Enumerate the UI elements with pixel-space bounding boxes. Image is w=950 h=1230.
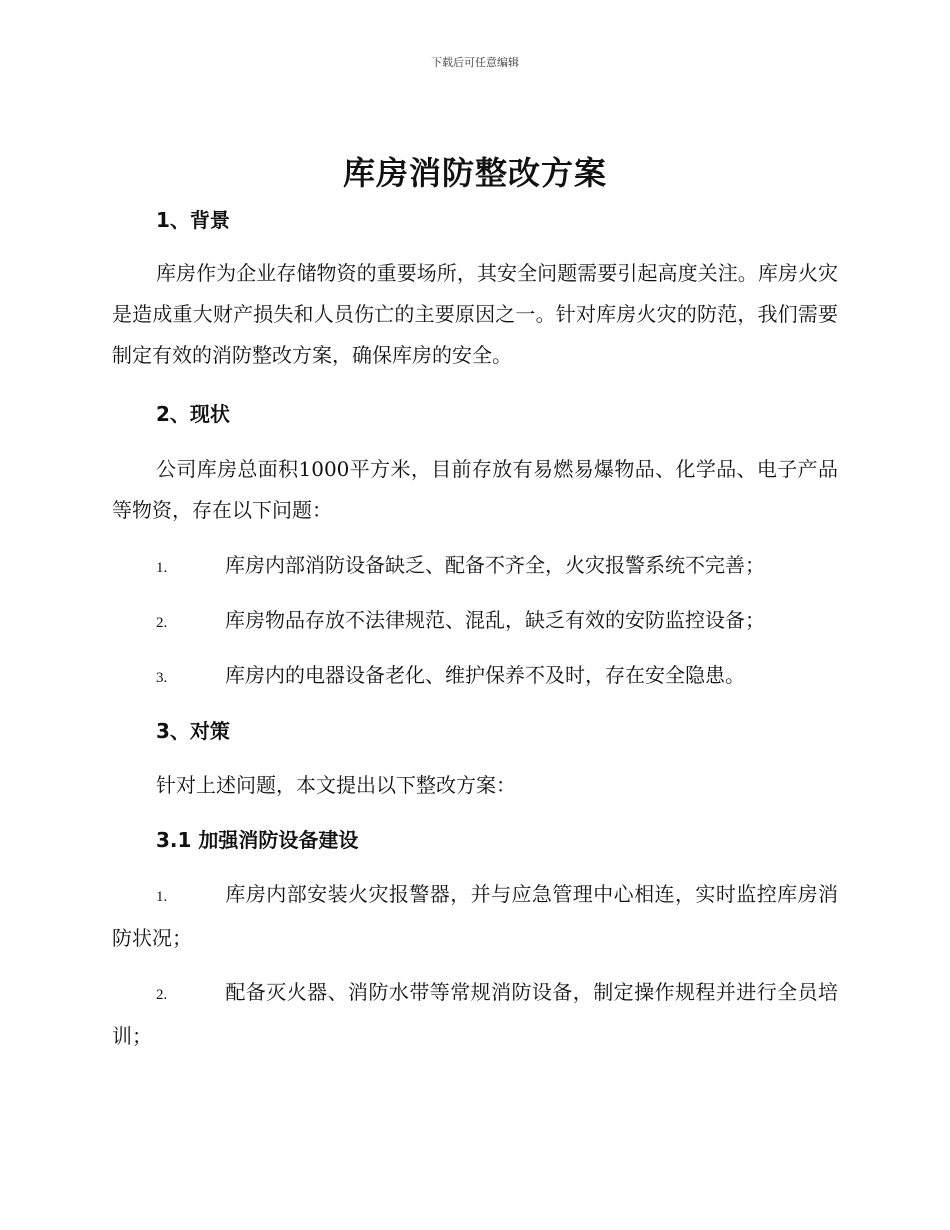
subsection-equipment xyxy=(112,826,838,854)
list-text: 库房物品存放不法律规范、混乱，缺乏有效的安防监控设备； xyxy=(225,608,765,632)
list-item xyxy=(112,545,838,589)
background-paragraph: 库房作为企业存储物资的重要场所，其安全问题需要引起高度关注。库房火灾是造成重大财产损失和人员伤亡的主要原因之一。针对库房火灾的防范，我们需要制定有效的消防整改方案，确保库房的安全。 xyxy=(112,261,838,367)
section-heading-measures: 3、对策 xyxy=(156,719,230,743)
measures-paragraph: 针对上述问题，本文提出以下整改方案： xyxy=(156,773,516,797)
list-item xyxy=(112,972,838,1057)
section-measures xyxy=(112,717,838,745)
list-number: 1. xyxy=(156,889,168,905)
section-status-body xyxy=(112,449,838,531)
list-text: 库房内的电器设备老化、维护保养不及时，存在安全隐患。 xyxy=(225,663,745,687)
list-item xyxy=(112,600,838,644)
list-number: 3. xyxy=(156,670,168,686)
section-background-body xyxy=(112,253,838,376)
list-item xyxy=(112,874,838,959)
document-title: 库房消防整改方案 xyxy=(342,154,607,192)
section-heading-status: 2、现状 xyxy=(156,402,230,426)
section-heading-background: 1、背景 xyxy=(156,208,230,232)
list-number: 1. xyxy=(156,560,168,576)
page-header: 下载后可任意编辑 xyxy=(431,56,519,69)
section-status xyxy=(112,400,838,428)
list-number: 2. xyxy=(156,615,168,631)
list-text: 库房内部安装火灾报警器，并与应急管理中心相连，实时监控库房消防状况； xyxy=(112,882,838,950)
list-number: 2. xyxy=(156,987,168,1003)
section-background xyxy=(112,206,838,234)
list-text: 配备灭火器、消防水带等常规消防设备，制定操作规程并进行全员培训； xyxy=(112,980,838,1048)
section-measures-body xyxy=(112,765,838,806)
status-paragraph: 公司库房总面积1000平方米，目前存放有易燃易爆物品、化学品、电子产品等物资，存在以下问题： xyxy=(112,457,838,522)
subsection-heading-equipment: 3.1 加强消防设备建设 xyxy=(156,828,359,852)
list-item xyxy=(112,655,838,699)
list-text: 库房内部消防设备缺乏、配备不齐全，火灾报警系统不完善； xyxy=(225,553,765,577)
